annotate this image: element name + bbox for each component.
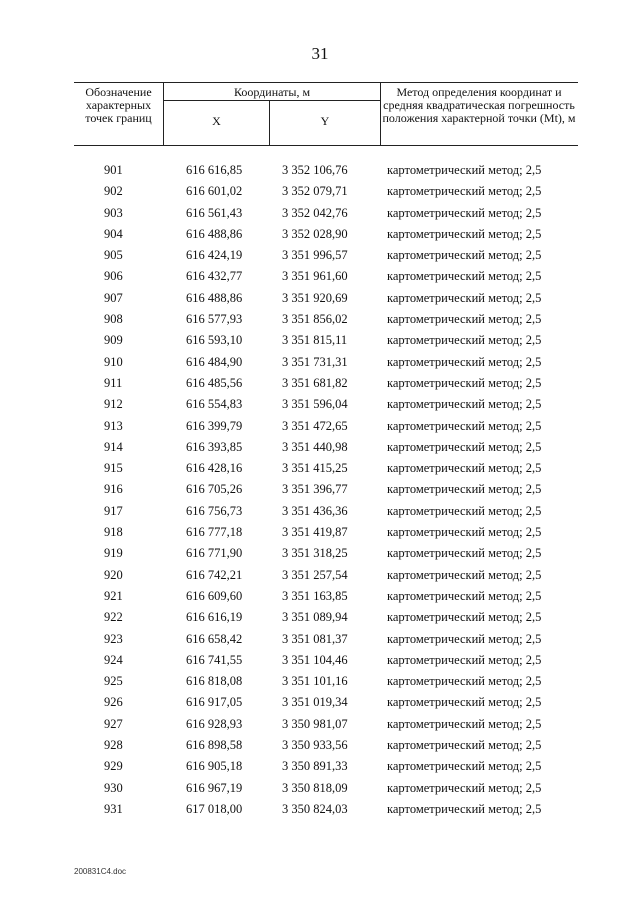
coord-y: 3 351 920,69 — [282, 290, 348, 305]
point-id: 918 — [104, 525, 123, 540]
point-id: 931 — [104, 801, 123, 816]
coord-y: 3 351 731,31 — [282, 354, 348, 369]
table-row — [74, 674, 584, 695]
coord-x: 616 428,16 — [186, 461, 243, 476]
point-id: 924 — [104, 652, 123, 667]
table-row — [74, 184, 584, 205]
method-cell: картометрический метод; 2,5 — [387, 546, 542, 561]
header-coordinates-group — [164, 83, 381, 145]
table-row — [74, 781, 584, 802]
table-row — [74, 333, 584, 354]
coord-y: 3 351 415,25 — [282, 461, 348, 476]
coord-x: 616 561,43 — [186, 205, 243, 220]
coord-x: 616 399,79 — [186, 418, 243, 433]
method-cell: картометрический метод; 2,5 — [387, 184, 542, 199]
coord-x: 616 658,42 — [186, 631, 243, 646]
method-cell: картометрический метод; 2,5 — [387, 567, 542, 582]
table-row — [74, 461, 584, 482]
coord-y: 3 350 891,33 — [282, 759, 348, 774]
table-row — [74, 525, 584, 546]
table-row — [74, 206, 584, 227]
point-id: 915 — [104, 461, 123, 476]
table-row — [74, 376, 584, 397]
coord-y: 3 351 681,82 — [282, 375, 348, 390]
method-cell: картометрический метод; 2,5 — [387, 652, 542, 667]
table-row — [74, 291, 584, 312]
point-id: 902 — [104, 184, 123, 199]
table-row — [74, 355, 584, 376]
point-id: 903 — [104, 205, 123, 220]
coord-y: 3 351 856,02 — [282, 312, 348, 327]
coord-y: 3 350 933,56 — [282, 738, 348, 753]
point-id: 910 — [104, 354, 123, 369]
point-id: 908 — [104, 312, 123, 327]
coord-y: 3 351 436,36 — [282, 503, 348, 518]
method-cell: картометрический метод; 2,5 — [387, 525, 542, 540]
coord-y: 3 352 042,76 — [282, 205, 348, 220]
coord-y: 3 352 106,76 — [282, 163, 348, 177]
coord-x: 616 593,10 — [186, 333, 243, 348]
method-cell: картометрический метод; 2,5 — [387, 759, 542, 774]
page-number: 31 — [311, 44, 329, 63]
method-cell: картометрический метод; 2,5 — [387, 674, 542, 689]
point-id: 907 — [104, 290, 123, 305]
coord-x: 616 601,02 — [186, 184, 243, 199]
point-id: 930 — [104, 780, 123, 795]
coord-x: 616 705,26 — [186, 482, 243, 497]
table-row — [74, 589, 584, 610]
table-row — [74, 419, 584, 440]
coord-y: 3 351 081,37 — [282, 631, 348, 646]
coord-x: 616 917,05 — [186, 695, 243, 710]
table-row — [74, 546, 584, 567]
table-header — [74, 82, 578, 146]
coord-y: 3 351 961,60 — [282, 269, 348, 284]
method-cell: картометрический метод; 2,5 — [387, 461, 542, 476]
table-row — [74, 269, 584, 290]
coord-x: 616 393,85 — [186, 439, 243, 454]
point-id: 923 — [104, 631, 123, 646]
table-row — [74, 227, 584, 248]
point-id: 904 — [104, 226, 123, 241]
coord-y: 3 351 104,46 — [282, 652, 348, 667]
method-cell: картометрический метод; 2,5 — [387, 716, 542, 731]
coord-y: 3 351 101,16 — [282, 674, 348, 689]
table-row — [74, 312, 584, 333]
coord-x: 616 485,56 — [186, 375, 243, 390]
coord-y: 3 351 440,98 — [282, 439, 348, 454]
coord-x: 616 488,86 — [186, 290, 243, 305]
method-cell: картометрический метод; 2,5 — [387, 205, 542, 220]
coord-x: 616 616,19 — [186, 610, 243, 625]
table-row — [74, 163, 584, 184]
point-id: 928 — [104, 738, 123, 753]
coord-x: 616 818,08 — [186, 674, 243, 689]
coord-y: 3 351 163,85 — [282, 588, 348, 603]
table-row — [74, 695, 584, 716]
coord-x: 616 577,93 — [186, 312, 243, 327]
table-row — [74, 632, 584, 653]
method-cell: картометрический метод; 2,5 — [387, 439, 542, 454]
coord-x: 616 616,85 — [186, 163, 243, 177]
coord-x: 616 905,18 — [186, 759, 243, 774]
point-id: 913 — [104, 418, 123, 433]
coord-y: 3 351 019,34 — [282, 695, 348, 710]
coord-y: 3 351 419,87 — [282, 525, 348, 540]
method-cell: картометрический метод; 2,5 — [387, 482, 542, 497]
point-id: 921 — [104, 588, 123, 603]
point-id: 926 — [104, 695, 123, 710]
coord-x: 616 488,86 — [186, 226, 243, 241]
footer-filename: 200831C4.doc — [74, 867, 127, 876]
point-id: 919 — [104, 546, 123, 561]
table-row — [74, 248, 584, 269]
point-id: 909 — [104, 333, 123, 348]
coord-y: 3 351 815,11 — [282, 333, 348, 348]
coord-x: 616 898,58 — [186, 738, 243, 753]
point-id: 929 — [104, 759, 123, 774]
method-cell: картометрический метод; 2,5 — [387, 738, 542, 753]
point-id: 927 — [104, 716, 123, 731]
method-cell: картометрический метод; 2,5 — [387, 397, 542, 412]
point-id: 911 — [104, 375, 123, 390]
method-cell: картометрический метод; 2,5 — [387, 503, 542, 518]
table-row — [74, 802, 584, 823]
table-row — [74, 610, 584, 631]
coord-y: 3 352 028,90 — [282, 226, 348, 241]
header-method: Метод определения координат и средняя квадратическая погрешность положения характерной точки (Mt), м — [382, 85, 576, 125]
table-row — [74, 717, 584, 738]
point-id: 906 — [104, 269, 123, 284]
table-row — [74, 397, 584, 418]
coord-x: 616 741,55 — [186, 652, 243, 667]
header-x: X — [164, 101, 270, 145]
coord-y: 3 350 981,07 — [282, 716, 348, 731]
coord-y: 3 350 818,09 — [282, 780, 348, 795]
point-id: 920 — [104, 567, 123, 582]
method-cell: картометрический метод; 2,5 — [387, 163, 542, 177]
coord-x: 616 424,19 — [186, 248, 243, 263]
table-row — [74, 440, 584, 461]
table-row — [74, 759, 584, 780]
coord-x: 616 967,19 — [186, 780, 243, 795]
coord-y: 3 352 079,71 — [282, 184, 348, 199]
coord-x: 616 484,90 — [186, 354, 243, 369]
point-id: 916 — [104, 482, 123, 497]
method-cell: картометрический метод; 2,5 — [387, 801, 542, 816]
coord-y: 3 351 472,65 — [282, 418, 348, 433]
method-cell: картометрический метод; 2,5 — [387, 312, 542, 327]
method-cell: картометрический метод; 2,5 — [387, 226, 542, 241]
method-cell: картометрический метод; 2,5 — [387, 780, 542, 795]
method-cell: картометрический метод; 2,5 — [387, 610, 542, 625]
coord-x: 616 432,77 — [186, 269, 243, 284]
point-id: 912 — [104, 397, 123, 412]
method-cell: картометрический метод; 2,5 — [387, 290, 542, 305]
header-point-designation: Обозначение характерных точек границ — [74, 83, 164, 145]
header-coordinates: Координаты, м — [164, 83, 380, 101]
coord-y: 3 351 396,77 — [282, 482, 348, 497]
table-row — [74, 504, 584, 525]
coord-x: 616 756,73 — [186, 503, 243, 518]
coord-x: 616 554,83 — [186, 397, 243, 412]
coord-x: 616 928,93 — [186, 716, 243, 731]
coord-y: 3 351 318,25 — [282, 546, 348, 561]
point-id: 905 — [104, 248, 123, 263]
header-y: Y — [320, 114, 330, 128]
coord-y: 3 351 596,04 — [282, 397, 348, 412]
method-cell: картометрический метод; 2,5 — [387, 354, 542, 369]
table-row — [74, 482, 584, 503]
method-cell: картометрический метод; 2,5 — [387, 631, 542, 646]
coord-x: 616 771,90 — [186, 546, 243, 561]
point-id: 914 — [104, 439, 123, 454]
method-cell: картометрический метод; 2,5 — [387, 269, 542, 284]
method-cell: картометрический метод; 2,5 — [387, 375, 542, 390]
coord-x: 617 018,00 — [186, 801, 243, 816]
coord-y: 3 350 824,03 — [282, 801, 348, 816]
coord-x: 616 777,18 — [186, 525, 243, 540]
table-row — [74, 738, 584, 759]
point-id: 901 — [104, 163, 123, 177]
method-cell: картометрический метод; 2,5 — [387, 418, 542, 433]
table-row — [74, 653, 584, 674]
point-id: 917 — [104, 503, 123, 518]
coord-x: 616 742,21 — [186, 567, 243, 582]
table-row — [74, 568, 584, 589]
method-cell: картометрический метод; 2,5 — [387, 248, 542, 263]
method-cell: картометрический метод; 2,5 — [387, 695, 542, 710]
table-body — [74, 163, 584, 823]
coord-y: 3 351 996,57 — [282, 248, 348, 263]
coord-y: 3 351 257,54 — [282, 567, 348, 582]
point-id: 922 — [104, 610, 123, 625]
coord-y: 3 351 089,94 — [282, 610, 348, 625]
coord-x: 616 609,60 — [186, 588, 243, 603]
method-cell: картометрический метод; 2,5 — [387, 588, 542, 603]
method-cell: картометрический метод; 2,5 — [387, 333, 542, 348]
point-id: 925 — [104, 674, 123, 689]
